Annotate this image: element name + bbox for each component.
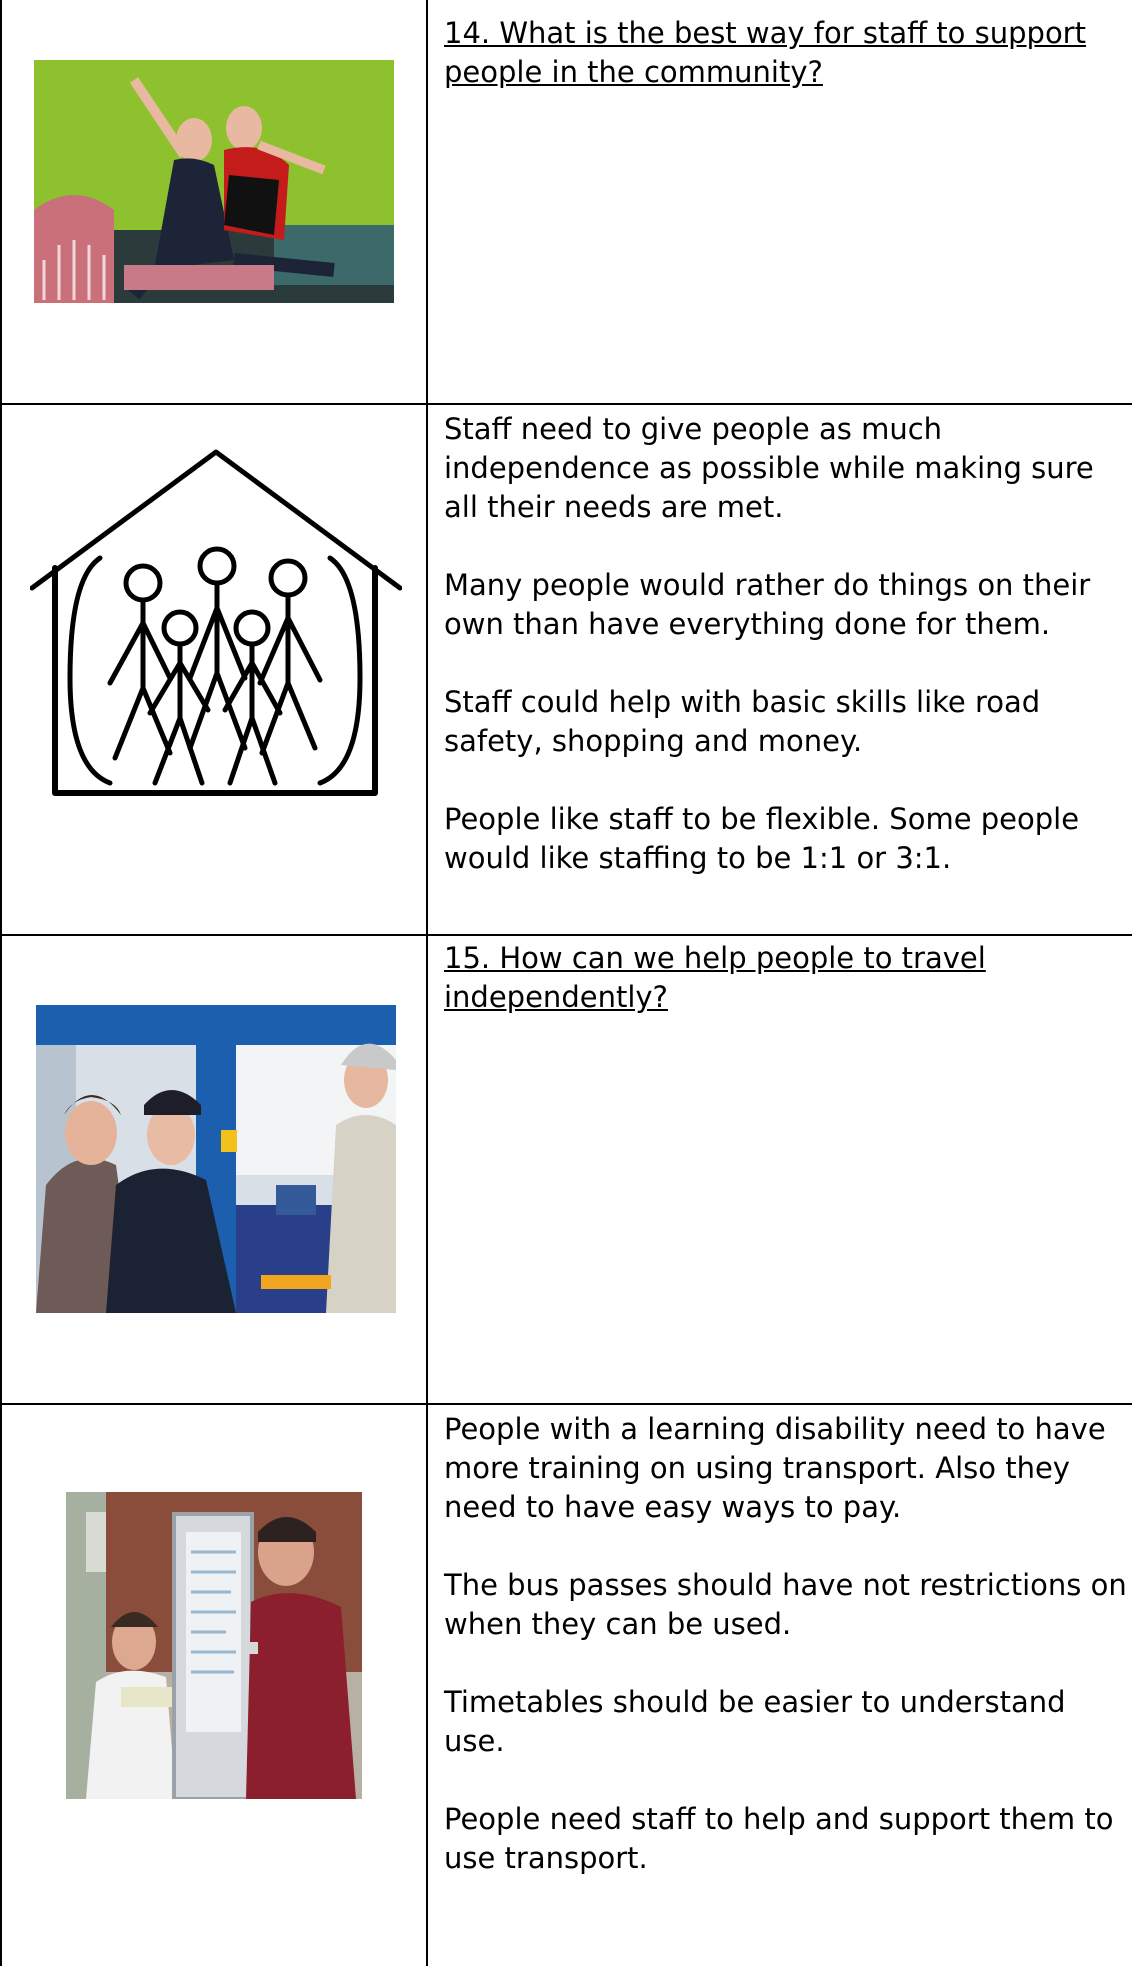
row-divider [0,403,1132,405]
question-15-cell [444,939,1130,1056]
row-divider [0,934,1132,936]
table-column-divider [426,0,428,1966]
row-divider [0,1403,1132,1405]
answer-14-paragraph: Staff need to give people as much independence as possible while making sure all their needs are met. [444,412,1094,524]
question-15-heading: 15. How can we help people to travel independently? [444,941,986,1014]
photo-people-reading-timetable [66,1492,362,1799]
question-14-cell [444,14,1130,131]
answer-14-paragraph: Many people would rather do things on their own than have everything done for them. [444,568,1091,641]
photo-two-men-on-sofa [34,60,394,303]
answer-14-paragraph: Staff could help with basic skills like road safety, shopping and money. [444,685,1041,758]
question-14-heading: 14. What is the best way for staff to support people in the community? [444,16,1086,89]
answer-15-paragraph: People with a learning disability need to have more training on using transport. Also they need to have easy ways to pay. [444,1412,1106,1524]
answer-15-paragraph: Timetables should be easier to understand use. [444,1685,1066,1758]
answer-14-cell [444,410,1130,917]
answer-15-paragraph: People need staff to help and support them to use transport. [444,1802,1114,1875]
table-border-left [0,0,2,1966]
answer-15-paragraph: The bus passes should have not restrictions on when they can be used. [444,1568,1127,1641]
answer-15-cell [444,1410,1130,1917]
photo-people-boarding-bus [36,1005,396,1313]
answer-14-paragraph: People like staff to be flexible. Some people would like staffing to be 1:1 or 3:1. [444,802,1080,875]
house-with-people-symbol [30,448,402,798]
